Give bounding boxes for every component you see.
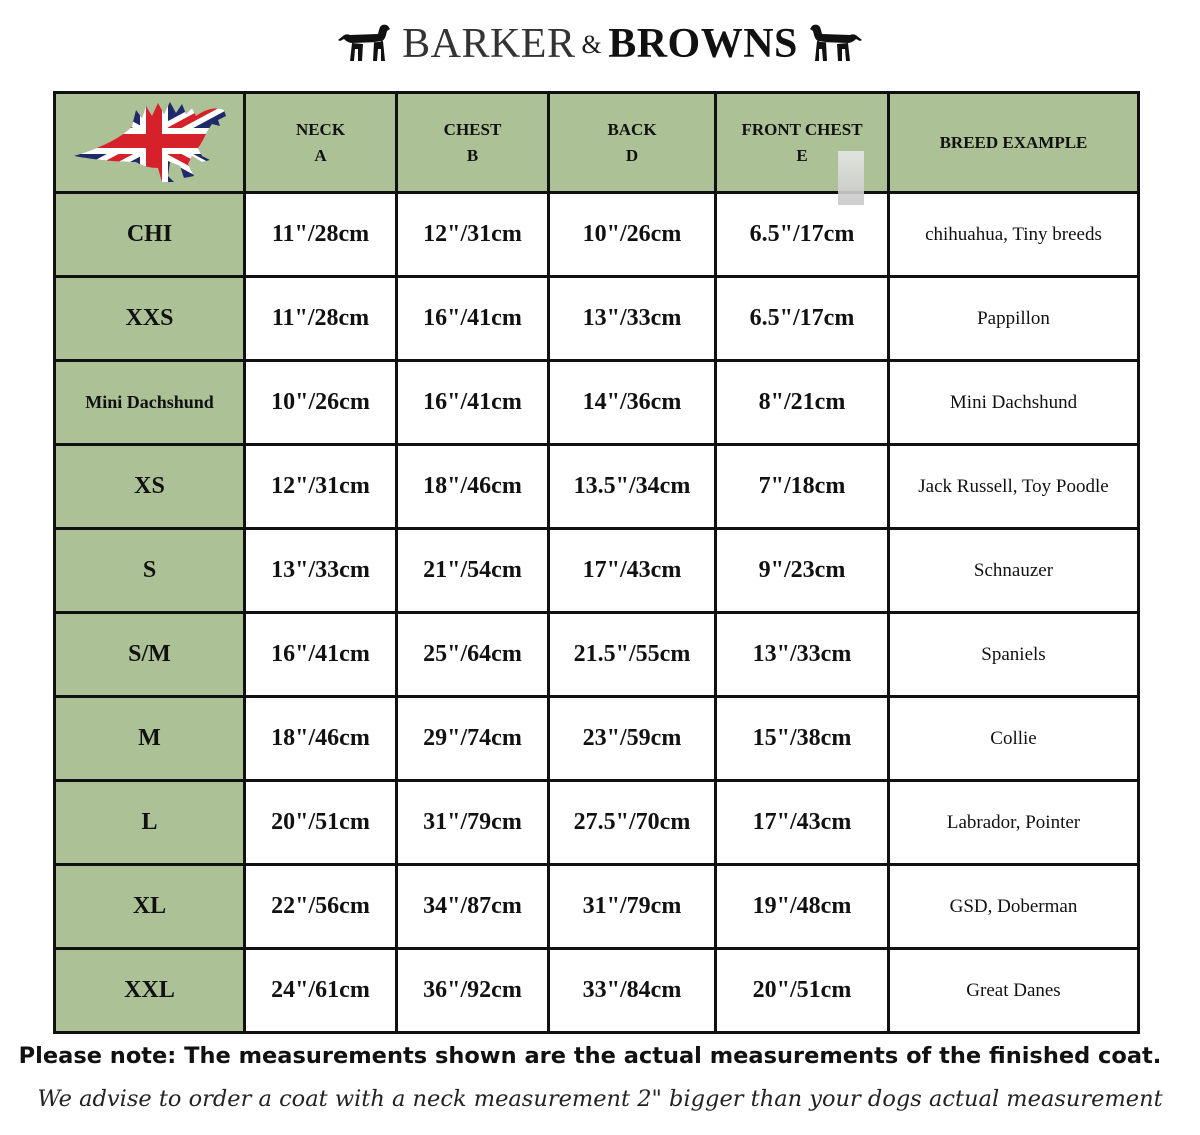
front-chest-cell: 13"/33cm [716, 613, 889, 697]
union-jack-dinosaur-icon [70, 98, 230, 184]
back-cell: 14"/36cm [549, 361, 716, 445]
brand-ampersand: & [581, 30, 603, 59]
brand-name [402, 20, 798, 68]
brand-word-2: BROWNS [608, 21, 798, 67]
size-table [53, 91, 1140, 1034]
chest-cell: 16"/41cm [397, 277, 549, 361]
breed-cell: Collie [889, 697, 1139, 781]
chest-cell: 36"/92cm [397, 949, 549, 1033]
size-cell: Mini Dachshund [55, 361, 245, 445]
header-back-sub: D [625, 145, 639, 165]
front-chest-cell: 8"/21cm [716, 361, 889, 445]
header-chest [397, 93, 549, 193]
breed-cell: Mini Dachshund [889, 361, 1139, 445]
chest-cell: 12"/31cm [397, 193, 549, 277]
back-cell: 31"/79cm [549, 865, 716, 949]
front-chest-cell: 17"/43cm [716, 781, 889, 865]
neck-cell: 11"/28cm [245, 277, 397, 361]
dog-silhouette-icon [336, 21, 392, 67]
table-row [55, 529, 1139, 613]
neck-cell: 16"/41cm [245, 613, 397, 697]
front-chest-cell: 7"/18cm [716, 445, 889, 529]
breed-cell: Jack Russell, Toy Poodle [889, 445, 1139, 529]
back-cell: 10"/26cm [549, 193, 716, 277]
header-back-title: BACK [607, 119, 657, 139]
table-row [55, 277, 1139, 361]
neck-cell: 12"/31cm [245, 445, 397, 529]
header-chest-sub: B [466, 145, 479, 165]
logo-cell [55, 93, 245, 193]
table-row [55, 697, 1139, 781]
back-cell: 33"/84cm [549, 949, 716, 1033]
breed-cell: Great Danes [889, 949, 1139, 1033]
header-front-chest-title: FRONT CHEST [741, 119, 863, 139]
dog-silhouette-icon [808, 21, 864, 67]
breed-cell: Labrador, Pointer [889, 781, 1139, 865]
chest-cell: 34"/87cm [397, 865, 549, 949]
neck-cell: 10"/26cm [245, 361, 397, 445]
front-chest-cell: 20"/51cm [716, 949, 889, 1033]
neck-cell: 13"/33cm [245, 529, 397, 613]
size-cell: XXS [55, 277, 245, 361]
image-artifact [838, 151, 864, 205]
back-cell: 13.5"/34cm [549, 445, 716, 529]
table-row [55, 613, 1139, 697]
back-cell: 21.5"/55cm [549, 613, 716, 697]
header-row [55, 93, 1139, 193]
header-breed-example [889, 93, 1139, 193]
table-row [55, 193, 1139, 277]
brand-header [0, 14, 1200, 74]
table-row [55, 361, 1139, 445]
header-back [549, 93, 716, 193]
back-cell: 13"/33cm [549, 277, 716, 361]
chest-cell: 29"/74cm [397, 697, 549, 781]
size-cell: XXL [55, 949, 245, 1033]
size-cell: XS [55, 445, 245, 529]
neck-cell: 18"/46cm [245, 697, 397, 781]
size-cell: CHI [55, 193, 245, 277]
front-chest-cell: 9"/23cm [716, 529, 889, 613]
size-cell: S [55, 529, 245, 613]
neck-cell: 22"/56cm [245, 865, 397, 949]
front-chest-cell: 6.5"/17cm [716, 277, 889, 361]
chest-cell: 31"/79cm [397, 781, 549, 865]
back-cell: 17"/43cm [549, 529, 716, 613]
header-neck [245, 93, 397, 193]
chest-cell: 21"/54cm [397, 529, 549, 613]
chest-cell: 16"/41cm [397, 361, 549, 445]
header-breed-title: BREED EXAMPLE [939, 132, 1088, 152]
table-row [55, 781, 1139, 865]
breed-cell: GSD, Doberman [889, 865, 1139, 949]
header-front-chest-sub: E [796, 145, 808, 165]
neck-cell: 24"/61cm [245, 949, 397, 1033]
breed-cell: Schnauzer [889, 529, 1139, 613]
size-cell: S/M [55, 613, 245, 697]
table-row [55, 445, 1139, 529]
back-cell: 27.5"/70cm [549, 781, 716, 865]
front-chest-cell: 6.5"/17cm [716, 193, 889, 277]
front-chest-cell: 19"/48cm [716, 865, 889, 949]
neck-cell: 11"/28cm [245, 193, 397, 277]
breed-cell: Pappillon [889, 277, 1139, 361]
back-cell: 23"/59cm [549, 697, 716, 781]
breed-cell: chihuahua, Tiny breeds [889, 193, 1139, 277]
front-chest-cell: 15"/38cm [716, 697, 889, 781]
header-neck-title: NECK [295, 119, 346, 139]
brand-word-1: BARKER [402, 21, 576, 67]
chest-cell: 25"/64cm [397, 613, 549, 697]
header-neck-sub: A [314, 145, 327, 165]
size-cell: L [55, 781, 245, 865]
measurement-note: Please note: The measurements shown are the actual measurements of the finished coat. [18, 1043, 1162, 1069]
chest-cell: 18"/46cm [397, 445, 549, 529]
breed-cell: Spaniels [889, 613, 1139, 697]
table-row [55, 865, 1139, 949]
sizing-advice-note: We advise to order a coat with a neck measurement 2" bigger than your dogs actual measurement [37, 1086, 1163, 1112]
size-cell: M [55, 697, 245, 781]
header-chest-title: CHEST [443, 119, 502, 139]
size-cell: XL [55, 865, 245, 949]
neck-cell: 20"/51cm [245, 781, 397, 865]
table-row [55, 949, 1139, 1033]
